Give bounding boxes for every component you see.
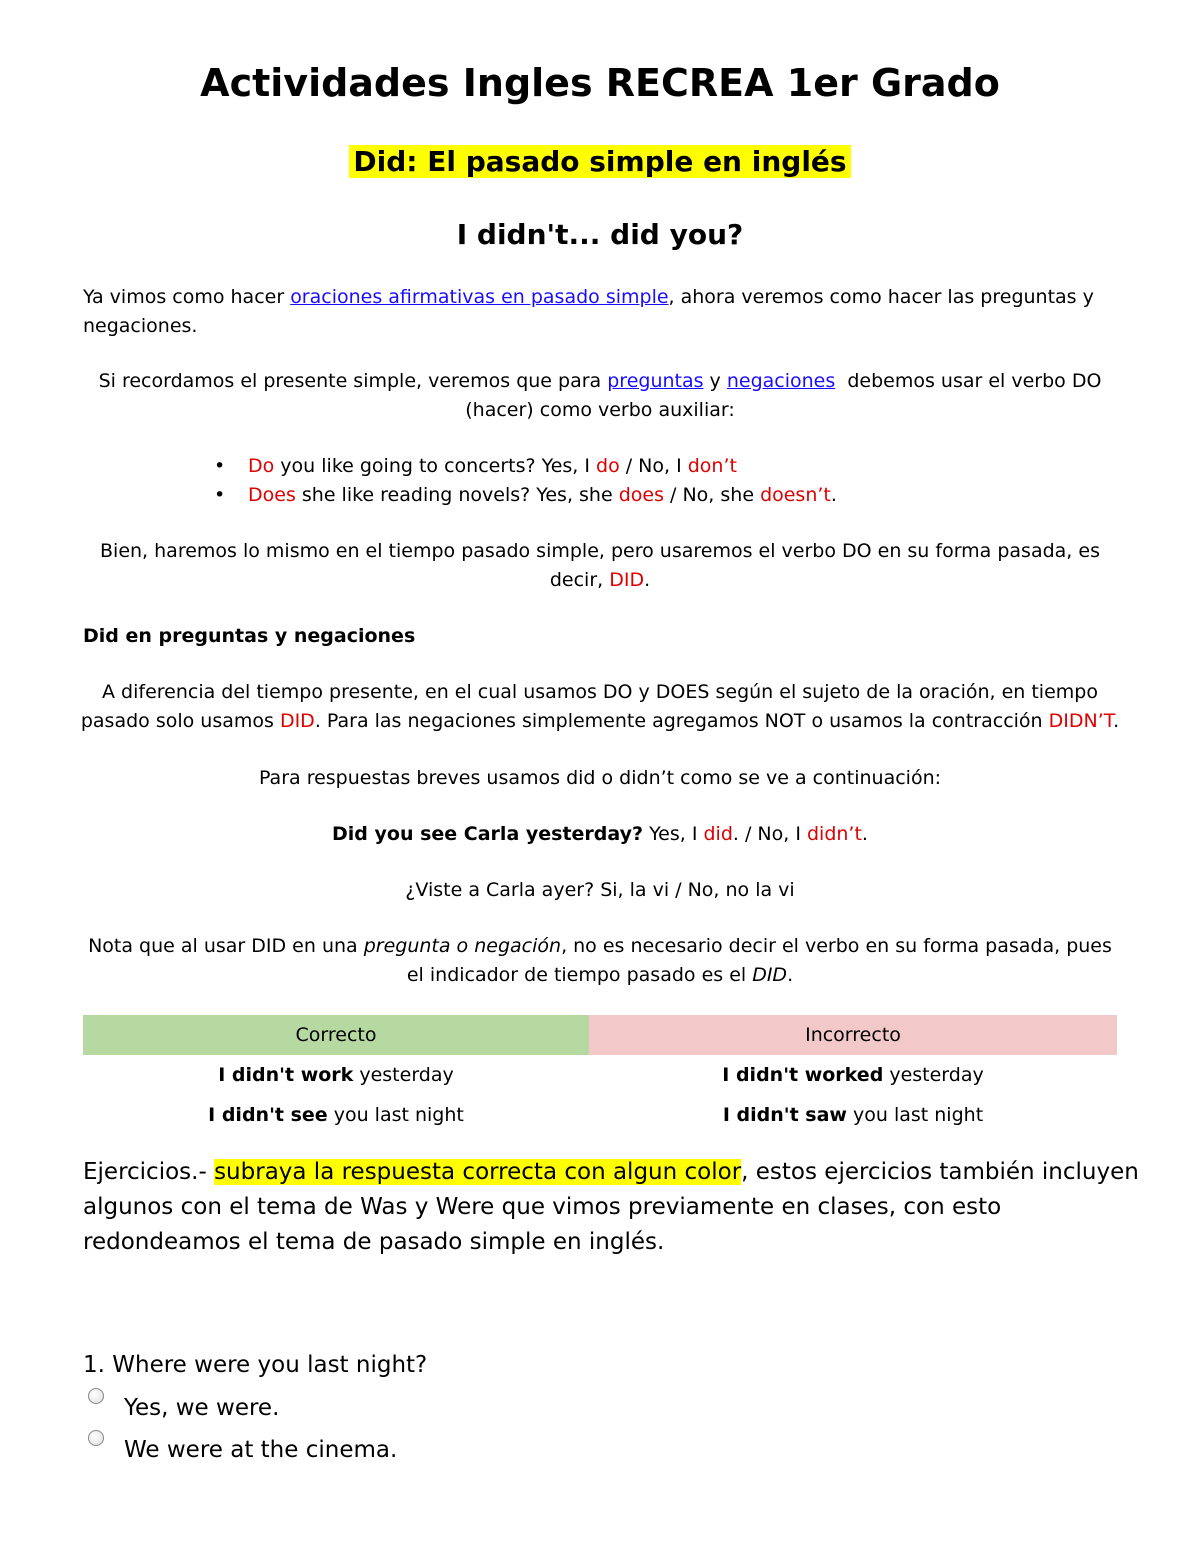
ejercicios-paragraph: Ejercicios.- subraya la respuesta correcta con algun color, estos ejercicios también incluyen algunos con el tema de Was y Were que vimos previamente en clases, con esto redondeamos el tema de pasado simple en inglés. xyxy=(83,1159,1139,1255)
table-row xyxy=(83,1055,1117,1095)
link-oraciones-afirmativas[interactable]: oraciones afirmativas en pasado simple xyxy=(290,286,669,308)
table-cell: I didn't worked yesterday xyxy=(722,1064,984,1086)
bien-paragraph: Bien, haremos lo mismo en el tiempo pasado simple, pero usaremos el verbo DO en su forma pasada, es decir, DID. xyxy=(100,540,1100,591)
recall-text: Si recordamos el presente simple, veremos que para xyxy=(98,370,608,392)
radio-option-1[interactable] xyxy=(88,1388,104,1404)
intro-paragraph xyxy=(83,283,1123,341)
diferencia-paragraph: A diferencia del tiempo presente, en el cual usamos DO y DOES según el sujeto de la oración, en tiempo pasado solo usamos DID. Para las negaciones simplemente agregamos NOT o usamos la contracción DIDN’T. xyxy=(80,681,1120,732)
link-negaciones[interactable]: negaciones xyxy=(726,370,836,392)
recall-paragraph xyxy=(60,367,1140,425)
translation-text: ¿Viste a Carla ayer? Si, la vi / No, no la vi xyxy=(405,879,795,901)
respuestas-text: Para respuestas breves usamos did o didn’t como se ve a continuación: xyxy=(258,767,942,789)
bullet-text: Do you like going to concerts? Yes, I do / No, I don’t xyxy=(248,455,737,477)
bullet-list xyxy=(214,452,1114,510)
option-2-label: We were at the cinema. xyxy=(124,1437,398,1463)
bullet-text: Does she like reading novels? Yes, she does / No, she doesn’t. xyxy=(248,484,837,506)
intro-text-3: negaciones. xyxy=(83,315,198,337)
document-title: Actividades Ingles RECREA 1er Grado xyxy=(200,61,1000,105)
did-red: DID xyxy=(609,569,645,591)
question-1: 1. Where were you last night? xyxy=(83,1352,428,1378)
subtitle-highlight: Did: El pasado simple en inglés xyxy=(349,145,850,178)
table-header-row xyxy=(83,1015,1117,1055)
comparison-table xyxy=(83,1015,1117,1135)
radio-option-2[interactable] xyxy=(88,1430,104,1446)
nota-paragraph: Nota que al usar DID en una pregunta o negación, no es necesario decir el verbo en su forma pasada, pues el indicador de tiempo pasado es el DID. xyxy=(88,935,1112,986)
table-cell: I didn't see you last night xyxy=(208,1104,464,1126)
example-sentence: Did you see Carla yesterday? Yes, I did. / No, I didn’t. xyxy=(332,823,868,845)
intro-text: Ya vimos como hacer xyxy=(83,286,291,308)
table-cell: I didn't saw you last night xyxy=(722,1104,984,1126)
heading-didnt: I didn't... did you? xyxy=(456,218,744,251)
bullet-icon: • xyxy=(214,455,226,477)
header-incorrecto: Incorrecto xyxy=(589,1015,1117,1055)
bullet-icon: • xyxy=(214,484,226,506)
table-cell: I didn't work yesterday xyxy=(218,1064,454,1086)
link-preguntas[interactable]: preguntas xyxy=(607,370,704,392)
section-heading: Did en preguntas y negaciones xyxy=(83,625,416,647)
bien-text: Bien, haremos lo mismo en el tiempo pasado simple, pero usaremos el verbo DO en su forma pasada, es xyxy=(100,540,1100,562)
highlighted-instruction: subraya la respuesta correcta con algun color xyxy=(214,1159,742,1185)
option-1-label: Yes, we were. xyxy=(124,1395,280,1421)
recall-text-3: (hacer) como verbo auxiliar: xyxy=(465,399,735,421)
intro-text-2: , ahora veremos como hacer las preguntas y xyxy=(668,286,1094,308)
list-item xyxy=(214,481,1114,510)
recall-text-2: debemos usar el verbo DO xyxy=(835,370,1102,392)
table-row xyxy=(83,1095,1117,1135)
recall-and: y xyxy=(703,370,727,392)
list-item xyxy=(214,452,1114,481)
header-correcto: Correcto xyxy=(83,1015,589,1055)
subtitle xyxy=(0,140,1200,184)
